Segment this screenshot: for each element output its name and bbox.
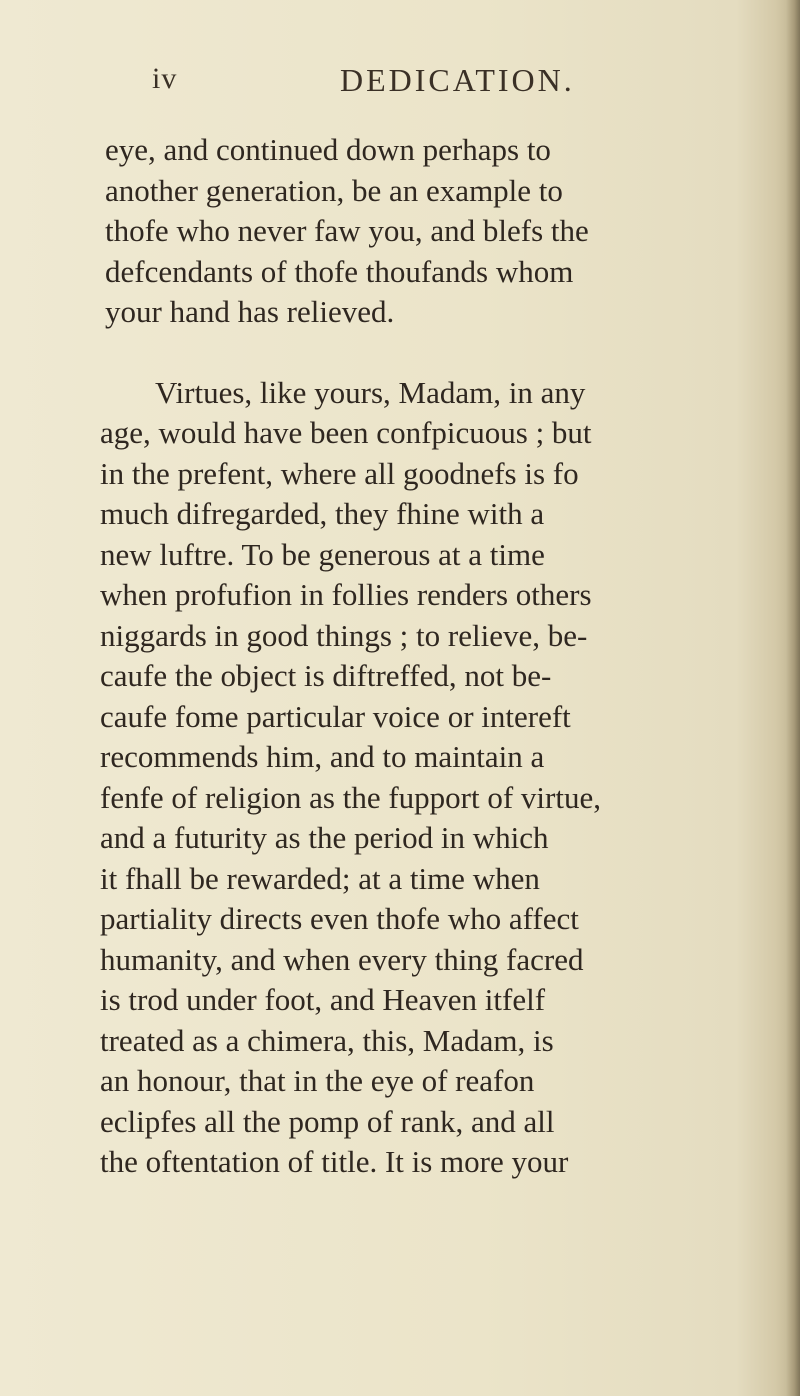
text-line: Virtues, like yours, Madam, in any <box>155 374 586 410</box>
text-line: partiality directs even thofe who affect <box>100 901 579 936</box>
text-line: fenfe of religion as the fupport of virtue, <box>100 779 601 815</box>
paragraph-2 <box>100 373 780 1183</box>
text-line: defcendants of thofe thoufands whom <box>105 253 574 289</box>
text-line: niggards in good things ; to relieve, be- <box>100 617 588 653</box>
text-line: eclipfes all the pomp of rank, and all <box>100 1103 555 1139</box>
text-line: age, would have been confpicuous ; but <box>100 415 592 450</box>
text-line: another generation, be an example to <box>105 172 563 208</box>
text-line: much difregarded, they fhine with a <box>100 496 545 531</box>
page-edge-shadow <box>786 0 800 1396</box>
body-text <box>100 130 780 1183</box>
text-line: your hand has relieved. <box>105 294 395 329</box>
text-line: and a futurity as the period in which <box>100 820 549 855</box>
text-line: an honour, that in the eye of reafon <box>100 1063 535 1098</box>
text-line: treated as a chimera, this, Madam, is <box>100 1022 554 1058</box>
text-line: caufe fome particular voice or intereft <box>100 698 571 734</box>
text-line: in the prefent, where all goodnefs is fo <box>100 455 579 491</box>
running-head: DEDICATION. <box>340 62 575 98</box>
paragraph-gap <box>100 333 780 373</box>
text-line: eye, and continued down perhaps to <box>105 132 551 167</box>
paragraph-1 <box>100 130 780 333</box>
text-line: is trod under foot, and Heaven itfelf <box>100 982 546 1017</box>
page-number: iv <box>152 62 178 95</box>
text-line: caufe the object is diftreffed, not be- <box>100 658 552 693</box>
text-line: thofe who never faw you, and blefs the <box>105 213 589 248</box>
text-line: humanity, and when every thing facred <box>100 941 584 977</box>
text-line: when profufion in follies renders others <box>100 577 592 612</box>
text-line: it fhall be rewarded; at a time when <box>100 860 540 896</box>
page-header <box>0 62 800 102</box>
text-line: the oftentation of title. It is more your <box>100 1144 569 1179</box>
text-line: new luftre. To be generous at a time <box>100 536 545 572</box>
text-line: recommends him, and to maintain a <box>100 739 545 774</box>
